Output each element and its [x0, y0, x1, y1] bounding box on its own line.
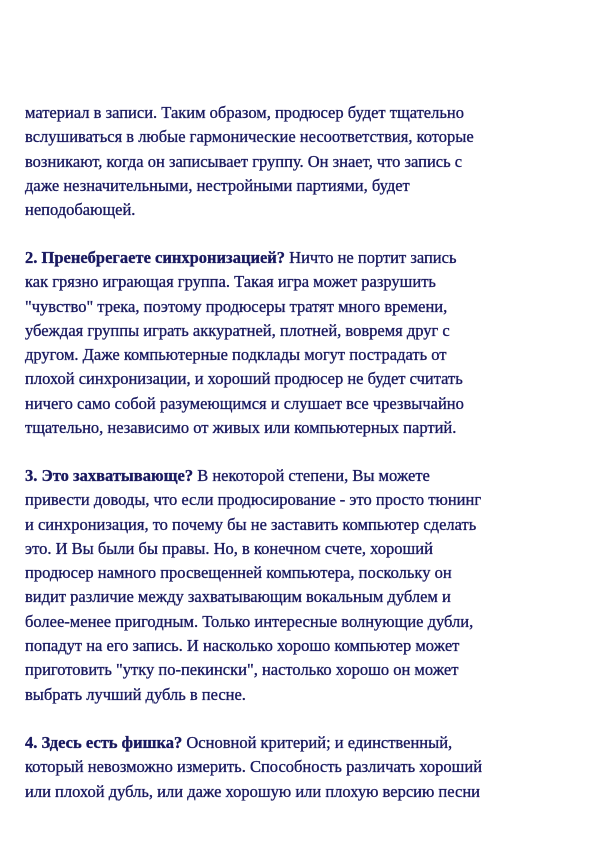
text-line: продюсер намного просвещенней компьютера, поскольку он — [25, 563, 452, 583]
paragraph-exciting — [25, 464, 575, 707]
text-line: плохой синхронизации, и хороший продюсер не будет считать — [25, 369, 463, 389]
paragraph-heading: 3. Это захватывающе? — [25, 466, 194, 485]
paragraph-hook — [25, 731, 575, 804]
text-line-rest: В некоторой степени, Вы можете — [193, 466, 430, 485]
text-line — [25, 731, 575, 755]
paragraph-heading: 4. Здесь есть фишка? — [25, 733, 183, 752]
text-line — [25, 246, 575, 270]
text-line: материал в записи. Таким образом, продюсер будет тщательно — [25, 103, 464, 122]
text-line: ничего само собой разумеющимся и слушает все чрезвычайно — [25, 393, 464, 413]
text-line: другом. Даже компьютерные подклады могут пострадать от — [25, 345, 447, 365]
text-line: который невозможно измерить. Способность различать хороший — [25, 757, 483, 777]
text-line: видит различие между захватывающим вокальным дублем и — [25, 587, 451, 607]
text-line: "чувство" трека, поэтому продюсеры тратят много времени, — [25, 296, 448, 316]
paragraph-synchronization — [25, 246, 575, 440]
text-line: выбрать лучший дубль в песне. — [25, 684, 246, 704]
text-line: как грязно играющая группа. Такая игра может разрушить — [25, 272, 436, 292]
text-line: неподобающей. — [25, 200, 136, 220]
text-line-rest: Основной критерий; и единственный, — [182, 733, 453, 752]
text-line: вслушиваться в любые гармонические несоответствия, которые — [25, 127, 474, 147]
text-line: привести доводы, что если продюсирование - это просто тюнинг — [25, 490, 482, 510]
text-line: попадут на его запись. И насколько хорошо компьютер может — [25, 636, 460, 656]
paragraph-harmony-continuation — [25, 101, 575, 222]
text-line: приготовить "утку по-пекински", настолько хорошо он может — [25, 660, 459, 680]
text-line: или плохой дубль, или даже хорошую или плохую версию песни — [25, 781, 480, 801]
text-line: даже незначительными, нестройными партиями, будет — [25, 175, 410, 195]
text-line: возникают, когда он записывает группу. Он знает, что запись с — [25, 151, 463, 171]
text-line: убеждая группы играть аккуратней, плотней, вовремя друг с — [25, 320, 450, 340]
text-line: более-менее пригодным. Только интересные волнующие дубли, — [25, 611, 474, 631]
text-line: и синхронизация, то почему бы не заставить компьютер сделать — [25, 514, 477, 534]
text-line: тщательно, независимо от живых или компьютерных партий. — [25, 418, 457, 438]
text-line-rest: Ничто не портит запись — [285, 248, 457, 267]
text-line — [25, 464, 575, 488]
text-line: это. И Вы были бы правы. Но, в конечном счете, хороший — [25, 538, 433, 558]
paragraph-heading: 2. Пренебрегаете синхронизацией? — [25, 248, 286, 267]
